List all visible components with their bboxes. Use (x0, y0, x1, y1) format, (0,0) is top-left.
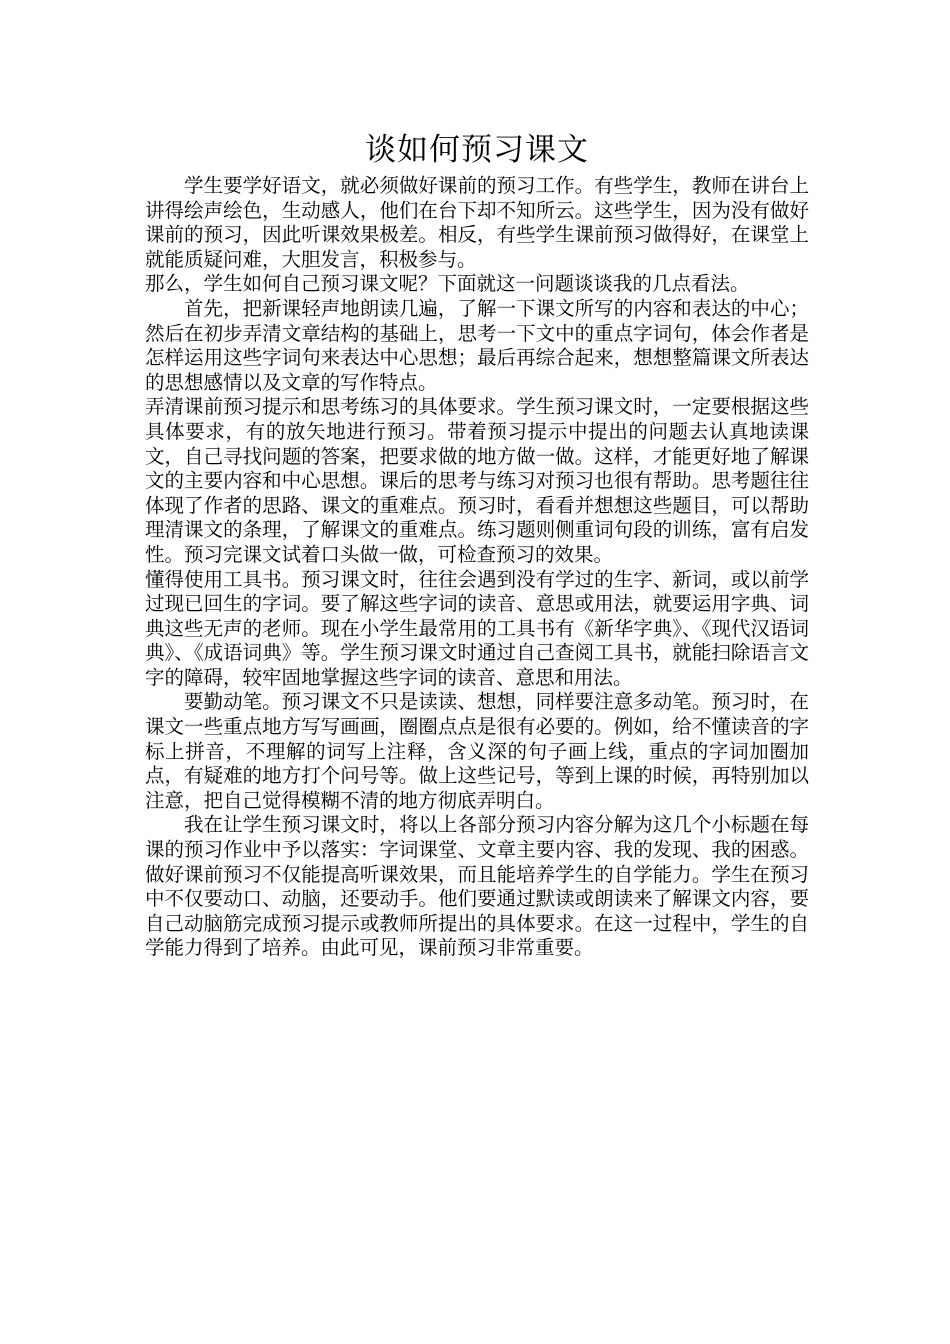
paragraph-take-notes: 要勤动笔。预习课文不只是读读、想想，同样要注意多动笔。预习时，在课文一些重点地方写写画画，圈圈点点是很有必要的。例如，给不懂读音的字标上拼音，不理解的词写上注释，含义深的句子画上线，重点的字词加圈加点，有疑难的地方打个问号等。做上这些记号，等到上课的时候，再特别加以注意，把自己觉得模糊不清的地方彻底弄明白。 (145, 690, 809, 812)
paragraph-reference-books: 懂得使用工具书。预习课文时，往往会遇到没有学过的生字、新词，或以前学过现已回生的字词。要了解这些字词的读音、意思或用法，就要运用字典、词典这些无声的老师。现在小学生最常用的工具书有《新华字典》、《现代汉语词典》、《成语词典》等。学生预习课文时通过自己查阅工具书，就能扫除语言文字的障碍，较牢固地掌握这些字词的读音、意思和用法。 (145, 567, 809, 689)
paragraph-question: 那么，学生如何自己预习课文呢？下面就这一问题谈谈我的几点看法。 (145, 272, 750, 296)
paragraph-preview-requirements: 弄清课前预习提示和思考练习的具体要求。学生预习课文时，一定要根据这些具体要求，有的放矢地进行预习。带着预习提示中提出的问题去认真地读课文，自己寻找问题的答案，把要求做的地方做一做。这样，才能更好地了解课文的主要内容和中心思想。课后的思考与练习对预习也很有帮助。思考题往往体现了作者的思路、课文的重难点。预习时，看看并想想这些题目，可以帮助理清课文的条理，了解课文的重难点。练习题则侧重词句段的训练，富有启发性。预习完课文试着口头做一做，可检查预习的效果。 (145, 395, 809, 566)
document-title: 谈如何预习课文 (365, 132, 589, 168)
paragraph-first-read: 首先，把新课轻声地朗读几遍，了解一下课文所写的内容和表达的中心；然后在初步弄清文章结构的基础上，思考一下文中的重点字词句，体会作者是怎样运用这些字词句来表达中心思想；最后再综合起来，想想整篇课文所表达的思想感情以及文章的写作特点。 (145, 296, 809, 394)
paragraph-intro: 学生要学好语文，就必须做好课前的预习工作。有些学生，教师在讲台上讲得绘声绘色，生动感人，他们在台下却不知所云。这些学生，因为没有做好课前的预习，因此听课效果极差。相反，有些学生课前预习做得好，在课堂上就能质疑问难，大胆发言，积极参与。 (145, 174, 809, 271)
document-page (145, 128, 809, 961)
paragraph-conclusion: 我在让学生预习课文时，将以上各部分预习内容分解为这几个小标题在每课的预习作业中予以落实：字词课堂、文章主要内容、我的发现、我的困惑。做好课前预习不仅能提高听课效果，而且能培养学生的自学能力。学生在预习中不仅要动口、动脑，还要动手。他们要通过默读或朗读来了解课文内容，要自己动脑筋完成预习提示或教师所提出的具体要求。在这一过程中，学生的自学能力得到了培养。由此可见，课前预习非常重要。 (145, 813, 809, 960)
